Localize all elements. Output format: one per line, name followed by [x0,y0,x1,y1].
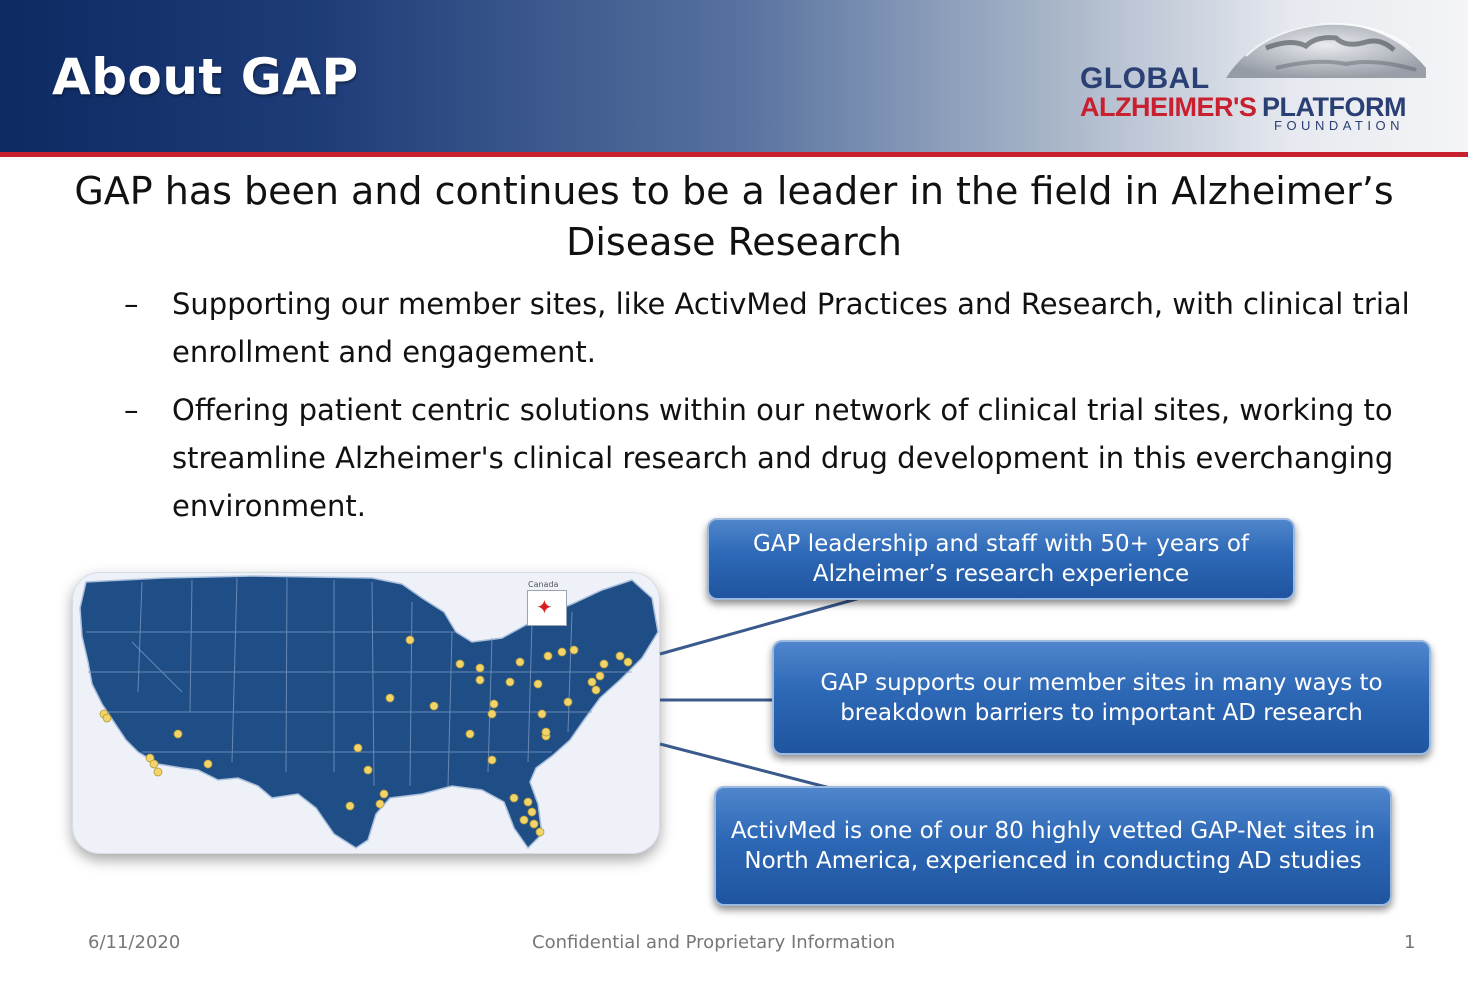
bullet-dash: – [124,393,139,427]
canada-inset-label: Canada [528,580,559,589]
slide-title: About GAP [52,48,359,106]
bullet-dash: – [124,287,139,321]
bullet-text: Offering patient centric solutions within our network of clinical trial sites, working to streamline Alzheimer's clinical research and drug development in this everchanging environment. [172,393,1394,523]
logo-text-global: GLOBAL [1080,62,1210,95]
footer-page-number: 1 [1404,932,1416,953]
bullet-text: Supporting our member sites, like ActivMed Practices and Research, with clinical trial enrollment and engagement. [172,287,1410,369]
logo-text-alzheimers: ALZHEIMER'S [1080,92,1257,122]
callout-activmed: ActivMed is one of our 80 highly vetted GAP-Net sites in North America, experienced in conducting AD studies [714,786,1392,906]
callout-leadership: GAP leadership and staff with 50+ years of Alzheimer’s research experience [707,518,1295,600]
logo-text-platform: PLATFORM [1262,92,1406,122]
maple-leaf-icon: ✦ [536,595,553,619]
callout-support: GAP supports our member sites in many ways to breakdown barriers to important AD research [772,640,1431,755]
footer-date: 6/11/2020 [88,932,181,953]
footer-confidential: Confidential and Proprietary Information [532,932,896,953]
slide-headline: GAP has been and continues to be a leader in the field in Alzheimer’s Disease Research [74,169,1394,264]
logo-text-foundation: FOUNDATION [1274,118,1404,133]
